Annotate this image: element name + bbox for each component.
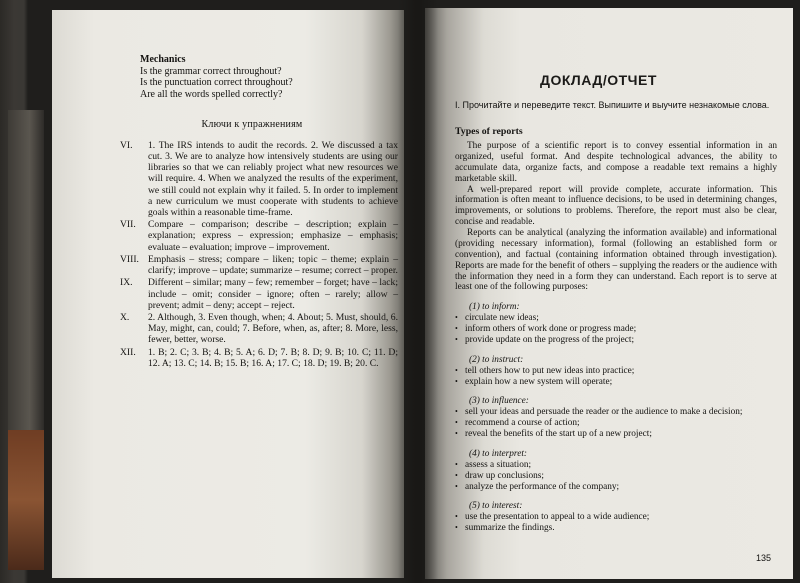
- right-page: [425, 8, 793, 579]
- list-item: • inform others of work done or progress made;: [455, 324, 777, 335]
- key-text: 1. The IRS intends to audit the records. 2. We discussed a tax cut. 3. We are to analyze how intensively students are using our libraries so that we can reliably project what new resources we will require. 4. When we analyzed the results of the experiment, we still could not explain why it failed. 5. In order to implement a new curriculum we must cooperate with students to achieve goals within a reasonable time-frame.: [148, 139, 398, 218]
- report-text: [455, 141, 777, 534]
- list-item: • use the presentation to appeal to a wide audience;: [455, 512, 777, 523]
- key-row: [106, 140, 398, 219]
- paragraph: A well-prepared report will provide complete, accurate information. This information is often meant to influence decisions, to be used in determining changes, improvements, or solutions to problems. Therefore, the report must also be clear, concise and readable.: [455, 184, 777, 228]
- book-gutter-shadow: [398, 0, 438, 583]
- purpose-label: (3) to influence:: [469, 396, 529, 407]
- key-row: [106, 312, 398, 346]
- list-item: • draw up conclusions;: [455, 471, 777, 482]
- purpose-group: [455, 396, 777, 440]
- list-item: • reveal the benefits of the start up of a new project;: [455, 429, 777, 440]
- mechanics-block: [140, 54, 395, 101]
- key-row: [106, 219, 398, 253]
- list-item: • assess a situation;: [455, 460, 777, 471]
- paragraph: The purpose of a scientific report is to convey essential information in an organized, useful format. And despite technological advances, the ability to accumulate data, organize facts, and compose a readable text remains a highly marketable skill.: [455, 141, 777, 184]
- left-page: [52, 10, 404, 578]
- key-number: X.: [120, 311, 130, 323]
- mechanics-question: Are all the words spelled correctly?: [140, 89, 283, 101]
- key-row: [106, 347, 398, 369]
- purpose-group: [455, 355, 777, 388]
- section-heading: ДОКЛАД/ОТЧЕТ: [540, 72, 657, 88]
- purpose-label: (1) to inform:: [469, 302, 520, 313]
- key-number: VIII.: [120, 253, 139, 265]
- purpose-group: [455, 302, 777, 346]
- list-item: • summarize the findings.: [455, 523, 777, 534]
- list-item: • recommend a course of action;: [455, 418, 777, 429]
- key-text: Different – similar; many – few; remember – forget; have – lack; include – omit; consider – ignore; often – rarely; allow – prevent; admit – deny; accept – reject.: [148, 277, 398, 311]
- purpose-label: (5) to interest:: [469, 501, 523, 512]
- list-item: • tell others how to put new ideas into practice;: [455, 366, 777, 377]
- purpose-group: [455, 501, 777, 534]
- list-item: • explain how a new system will operate;: [455, 377, 777, 388]
- key-row: [106, 277, 398, 311]
- list-item: • sell your ideas and persuade the reader or the audience to make a decision;: [455, 407, 777, 418]
- key-number: IX.: [120, 277, 133, 289]
- mechanics-title: Mechanics: [140, 54, 186, 65]
- task-instruction: I. Прочитайте и переведите текст. Выпишите и выучите незнакомые слова.: [455, 100, 770, 110]
- purpose-label: (2) to instruct:: [469, 354, 524, 365]
- paragraph: Reports can be analytical (analyzing the information available) and informational (providing necessary information), formal (following an established form or convention), and factual (containing information obtained through investigation). Reports are made for the benefit of others – supplying the readers or the audience with the information they need in a form they can understand. Each report is to serve at least one of the following purposes:: [455, 228, 777, 293]
- key-text: Compare – comparison; describe – description; explain – explanation; express – expression; emphasize – emphasis; evaluate – evaluation; improve – improvement.: [148, 219, 398, 253]
- key-number: XII.: [120, 346, 136, 358]
- mechanics-question: Is the grammar correct throughout?: [140, 65, 282, 77]
- key-row: [106, 254, 398, 276]
- key-number: VI.: [120, 139, 133, 151]
- mechanics-question: Is the punctuation correct throughout?: [140, 77, 293, 89]
- purpose-label: (4) to interpret:: [469, 448, 528, 459]
- key-text: 2. Although, 3. Even though, when; 4. About; 5. Must, should, 6. May, might, can, could; 7. Before, when, as, after; 8. More, less, fewer, better, worse.: [148, 311, 398, 346]
- answer-keys: [106, 108, 398, 369]
- list-item: • circulate new ideas;: [455, 313, 777, 324]
- key-text: 1. B; 2. C; 3. B; 4. B; 5. A; 6. D; 7. B; 8. D; 9. B; 10. C; 11. D; 12. A; 13. C; 14. B; 15. B; 16. A; 17. C; 18. D; 19. B; 20. C.: [148, 346, 398, 369]
- keys-title: Ключи к упражнениям: [201, 119, 303, 130]
- key-text: Emphasis – stress; compare – liken; topic – theme; explain – clarify; improve – update; summarize – resume; correct – proper.: [148, 253, 398, 277]
- purpose-group: [455, 449, 777, 493]
- key-number: VII.: [120, 219, 136, 231]
- list-item: • provide update on the progress of the project;: [455, 335, 777, 346]
- page-number: 135: [755, 553, 771, 563]
- book-cover-edge: [8, 430, 44, 570]
- subtitle: Types of reports: [455, 126, 523, 137]
- list-item: • analyze the performance of the company;: [455, 482, 777, 493]
